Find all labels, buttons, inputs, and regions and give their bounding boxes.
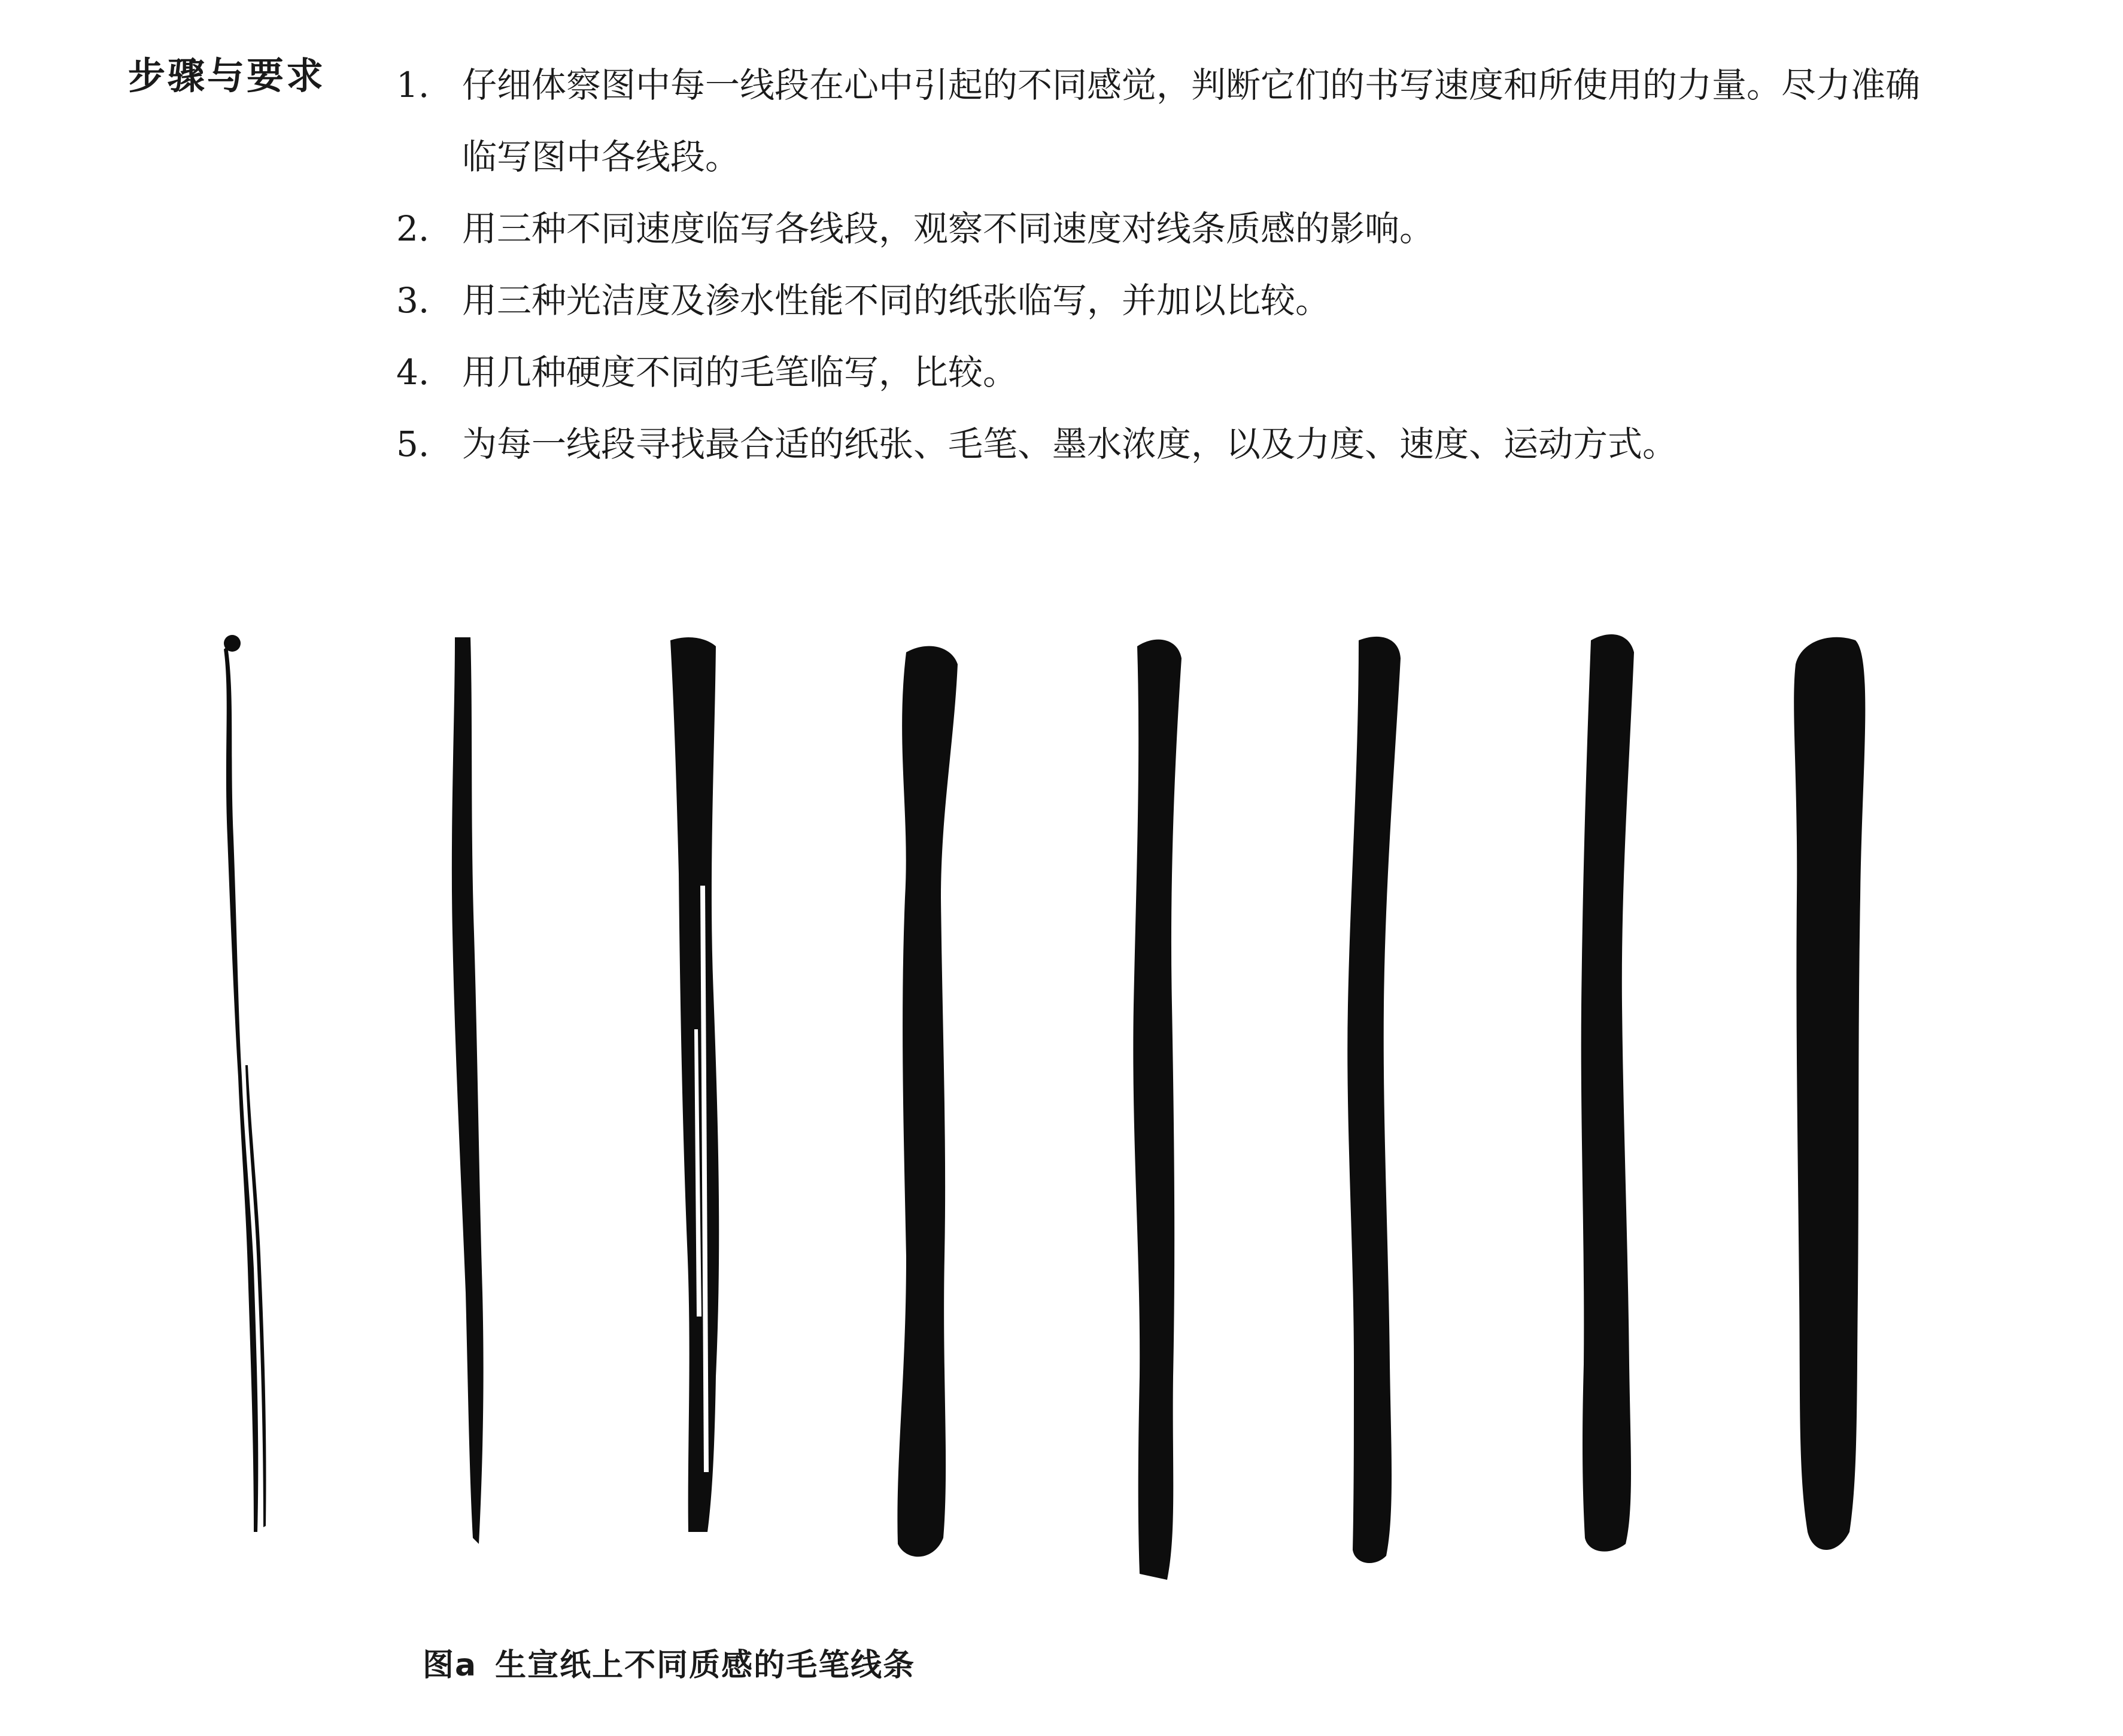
requirement-number: 2.: [396, 208, 430, 249]
requirement-text: 用几种硬度不同的毛笔临写，比较。: [462, 352, 1018, 393]
brush-stroke-4: [897, 646, 958, 1557]
brush-stroke-6: [1347, 637, 1401, 1563]
brush-stroke-figure: [0, 598, 2123, 1616]
brush-stroke-3: [670, 637, 719, 1532]
brush-stroke-1: [224, 635, 266, 1532]
brush-stroke-8: [1794, 637, 1865, 1550]
requirements-list: [396, 49, 1928, 480]
brush-strokes-svg: [0, 598, 2123, 1616]
brush-stroke-7: [1581, 634, 1634, 1552]
figure-caption-text: 生宣纸上不同质感的毛笔线条: [495, 1647, 916, 1683]
requirement-number: 5.: [396, 424, 430, 464]
requirement-text: 用三种光洁度及渗水性能不同的纸张临写，并加以比较。: [462, 280, 1331, 321]
requirement-item-2: [396, 193, 1928, 264]
requirement-text: 用三种不同速度临写各线段，观察不同速度对线条质感的影响。: [462, 208, 1435, 249]
figure-caption: [423, 1640, 915, 1685]
requirement-text: 为每一线段寻找最合适的纸张、毛笔、墨水浓度，以及力度、速度、运动方式。: [462, 424, 1678, 464]
requirement-item-3: [396, 264, 1928, 336]
requirement-item-5: [396, 408, 1928, 480]
requirement-number: 4.: [396, 352, 430, 393]
section-heading: 步骤与要求: [128, 54, 326, 98]
requirement-item-4: [396, 336, 1928, 408]
brush-stroke-5: [1133, 640, 1182, 1580]
requirement-text: 仔细体察图中每一线段在心中引起的不同感觉，判断它们的书写速度和所使用的力量。尽力准确临写图中各线段。: [462, 65, 1921, 177]
requirement-item-1: [396, 49, 1928, 193]
requirement-number: 3.: [396, 280, 430, 321]
brush-stroke-2: [452, 637, 484, 1544]
figure-label: 图a: [423, 1647, 478, 1683]
requirement-number: 1.: [396, 65, 430, 105]
